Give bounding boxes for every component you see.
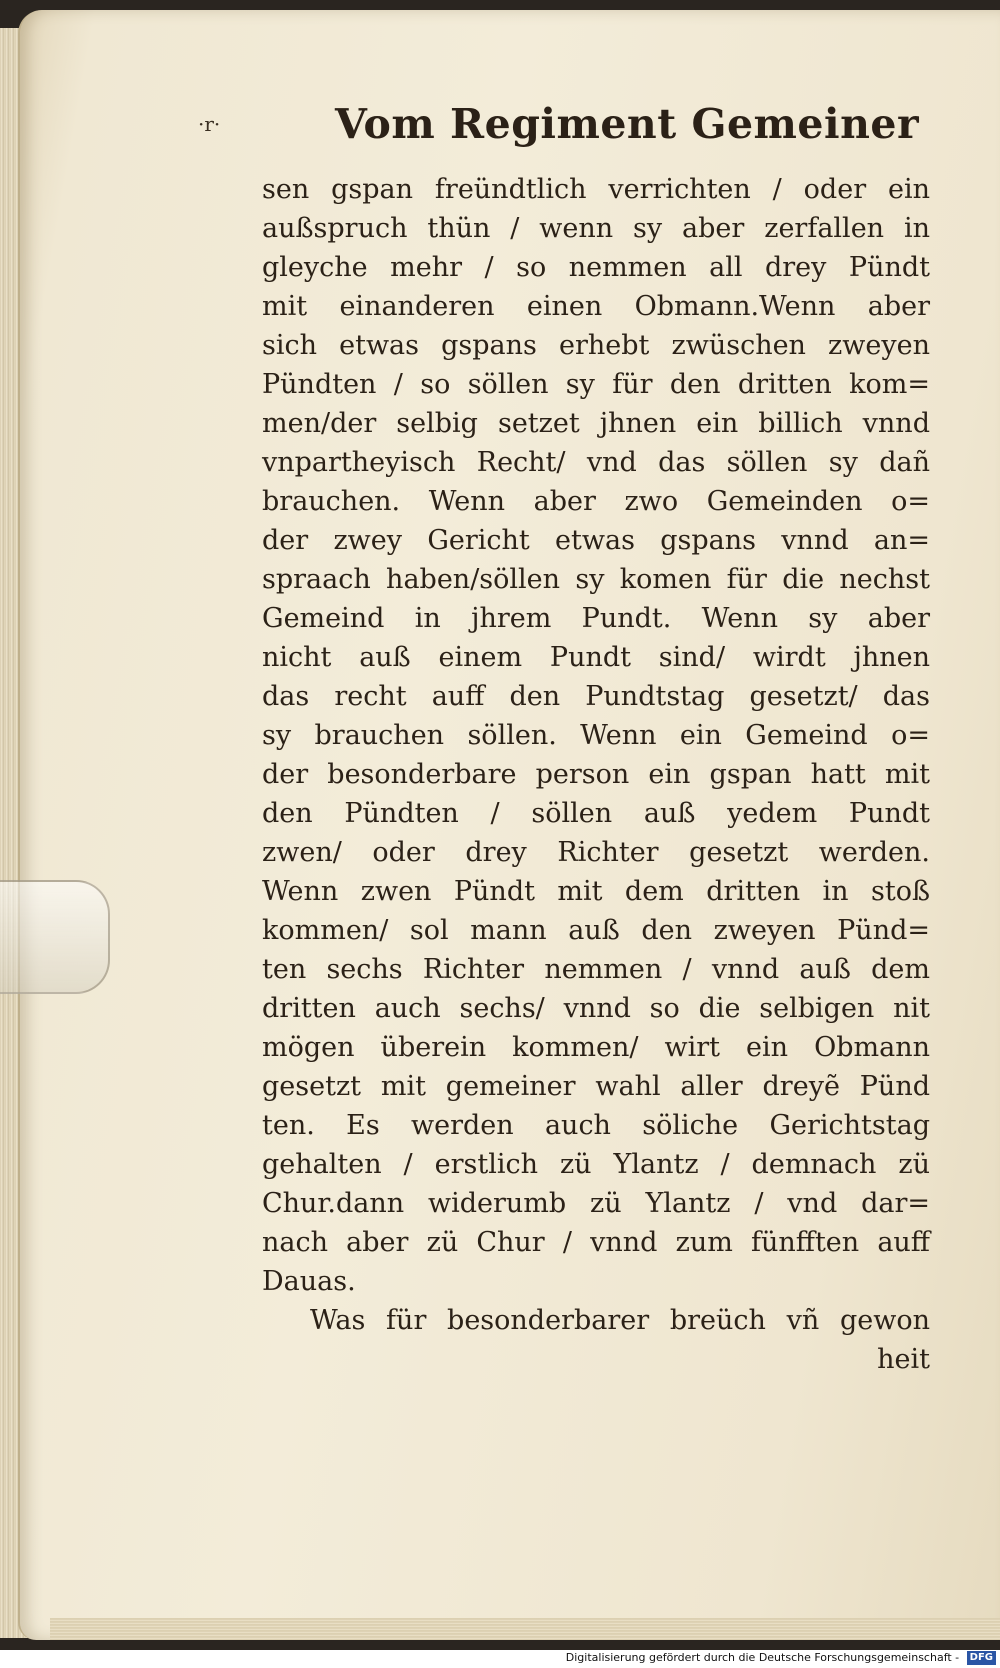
text-line: brauchen. Wenn aber zwo Gemeinden o=: [262, 486, 930, 517]
text-line: zwen/ oder drey Richter gesetzt werden.: [262, 837, 930, 868]
page-bottom-edge: [50, 1618, 1000, 1640]
margin-mark: ·r·: [198, 112, 221, 136]
running-head: Vom Regiment Gemeiner: [335, 100, 920, 148]
digitization-credit: [566, 1650, 996, 1666]
text-line: der besonderbare person ein gspan hatt mit: [262, 759, 930, 790]
text-line: kommen/ sol mann auß den zweyen Pünd=: [262, 915, 930, 946]
text-line: sich etwas gspans erhebt zwüschen zweyen: [262, 330, 930, 361]
credit-text: Digitalisierung gefördert durch die Deutsche Forschungsgemeinschaft -: [565, 1651, 960, 1664]
text-line: dritten auch sechs/ vnnd so die selbigen nit: [262, 993, 930, 1024]
body-text: [262, 170, 930, 1379]
text-line: ten sechs Richter nemmen / vnnd auß dem: [262, 954, 930, 985]
text-line: gesetzt mit gemeiner wahl aller dreyẽ Pünd: [262, 1071, 930, 1102]
text-line: der zwey Gericht etwas gspans vnnd an=: [262, 525, 930, 556]
text-line: vnpartheyisch Recht/ vnd das söllen sy dañ: [262, 447, 930, 478]
text-line: spraach haben/söllen sy komen für die nechst: [262, 564, 930, 595]
text-line: Chur.dann widerumb zü Ylantz / vnd dar=: [262, 1188, 930, 1219]
text-line: Dauas.: [262, 1266, 356, 1297]
text-line: gleyche mehr / so nemmen all drey Pündt: [262, 252, 930, 283]
text-line: Wenn zwen Pündt mit dem dritten in stoß: [262, 876, 930, 907]
dfg-logo: DFG: [967, 1651, 996, 1665]
text-line: men/der selbig setzet jhnen ein billich vnnd: [262, 408, 930, 439]
text-line: ten. Es werden auch söliche Gerichtstag: [262, 1110, 930, 1141]
page-clip: [0, 880, 110, 994]
text-line: sen gspan freündtlich verrichten / oder ein: [262, 174, 930, 205]
text-line: nicht auß einem Pundt sind/ wirdt jhnen: [262, 642, 930, 673]
text-line: Gemeind in jhrem Pundt. Wenn sy aber: [262, 603, 930, 634]
text-line: gehalten / erstlich zü Ylantz / demnach zü: [262, 1149, 930, 1180]
text-line: nach aber zü Chur / vnnd zum fünfften auff: [262, 1227, 930, 1258]
text-line: mit einanderen einen Obmann.Wenn aber: [262, 291, 930, 322]
text-line: den Pündten / söllen auß yedem Pundt: [262, 798, 930, 829]
text-line: das recht auff den Pundtstag gesetzt/ das: [262, 681, 930, 712]
text-line: mögen überein kommen/ wirt ein Obmann: [262, 1032, 930, 1063]
text-line: sy brauchen söllen. Wenn ein Gemeind o=: [262, 720, 930, 751]
text-line: Pündten / so söllen sy für den dritten kom=: [262, 369, 930, 400]
text-line: außspruch thün / wenn sy aber zerfallen in: [262, 213, 930, 244]
section-heading-line: Was für besonderbarer breüch vñ gewon: [310, 1305, 930, 1336]
catchword: heit: [877, 1344, 930, 1375]
